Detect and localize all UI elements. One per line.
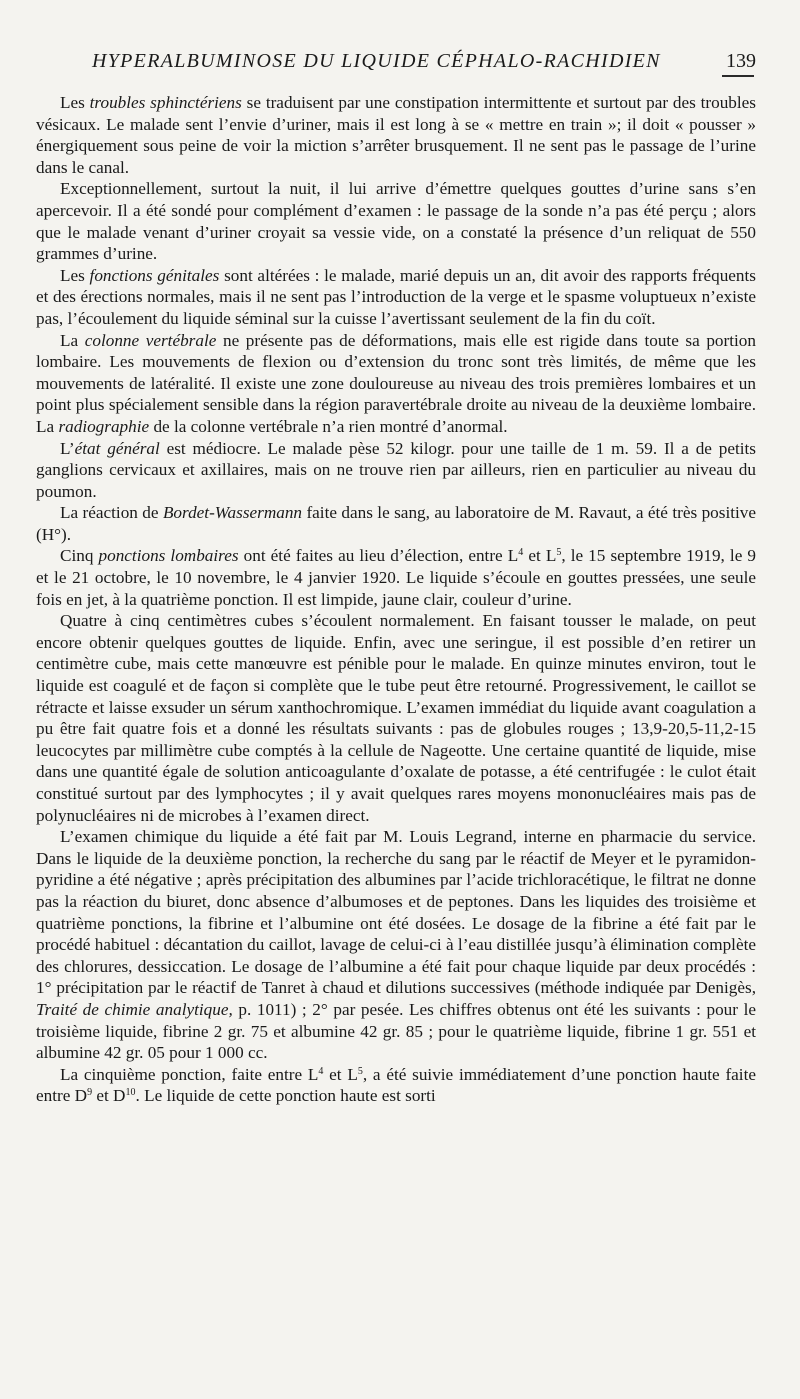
text-run: , a été suivie immédiatement d’une ponction haute faite entre D: [36, 1064, 756, 1106]
paragraph: [36, 610, 756, 826]
text-run: Les: [60, 265, 90, 285]
superscript: 4: [318, 1065, 324, 1077]
page-number-underline: [722, 75, 754, 77]
text-run: Les: [60, 93, 90, 112]
text-run: Exceptionnellement, surtout la nuit, il lui arrive d’émettre quelques gouttes d’urine sans s’en apercevoir. Il a été sondé pour complément d’examen : le passage de la sonde n’a pas été perçu ; alors que le malade venant d’uriner croyait sa vessie vide, on a constaté la présence d’un reliquat de 550 grammes d’urine.: [36, 179, 756, 264]
paragraph: [36, 826, 756, 1064]
text-run: . Le liquide de cette ponction haute est sorti: [135, 1086, 436, 1106]
italic-text: troubles sphinctériens: [89, 93, 242, 112]
paragraph: [36, 265, 756, 330]
superscript: 4: [518, 547, 524, 559]
italic-text: ponctions lombaires: [98, 546, 239, 566]
text-run: est médiocre. Le malade pèse 52 kilogr. pour une taille de 1 m. 59. Il a de petits ganglions cervicaux et axillaires, mais on ne trouve rien par ailleurs, rien en particulier au niveau du poumon.: [36, 438, 756, 501]
italic-text: Traité de chimie analytique,: [36, 999, 233, 1019]
paragraph: [36, 178, 756, 264]
text-run: sont altérées : le malade, marié depuis un an, dit avoir des rapports fréquents et des érections normales, mais il ne sent pas l’introduction de la verge et le spasme voluptueux n’existe pas, l’écoulement du liquide séminal sur la cuisse l’avertissant seulement de la fin du coït.: [36, 265, 756, 328]
paragraph: [36, 330, 756, 438]
paragraph: [36, 1064, 756, 1107]
text-run: ne présente pas de déformations, mais elle est rigide dans toute sa portion lombaire. Les mouvements de flexion ou d’extension du tronc sont très limités, de même que les mouvements de latéralité. Il existe une zone douloureuse au niveau des trois premières lombaires et un point plus spécialement sensible dans la région paravertébrale droite au niveau de la deuxième lombaire. La: [36, 330, 756, 436]
italic-text: Bordet-Wassermann: [162, 503, 303, 523]
italic-text: état général: [74, 438, 160, 458]
text-run: de la colonne vertébrale n’a rien montré d’anormal.: [149, 416, 508, 436]
page-number: 139: [726, 50, 756, 72]
text-run: ont été faites au lieu d’élection, entre L: [238, 546, 519, 566]
paragraph: [36, 92, 756, 178]
text-run: et D: [92, 1086, 126, 1106]
paragraph: [36, 502, 756, 545]
text-run: La réaction de: [60, 503, 163, 523]
body-text: [36, 92, 756, 1107]
text-run: Quatre à cinq centimètres cubes s’écoulent normalement. En faisant tousser le malade, on peut encore obtenir quelques gouttes de liquide. Enfin, avec une seringue, il est possible d’en retirer un centimètre cube, mais cette manœuvre est pénible pour le malade. En quinze minutes environ, tout le liquide est coagulé et de façon si complète que le tube peut être retourné. Progressivement, le caillot se rétracte et laisse exsuder un sérum xanthochromique. L’examen immédiat du liquide avant coagulation a pu être fait quatre fois et a donné les résultats suivants : pas de globules rouges ; 13,9-20,5-11,2-15 leucocytes par millimètre cube comptés à la cellule de Nageotte. Une certaine quantité de liquide, mise dans une quantité égale de solution anticoagulante d’oxalate de potasse, a été centrifugée : le culot était constitué surtout par des lymphocytes ; il y avait quelques rares moyens mononucléaires mais pas de polynucléaires ni de microbes à l’examen direct.: [36, 611, 756, 825]
text-run: et L: [523, 546, 557, 566]
text-run: L’examen chimique du liquide a été fait par M. Louis Legrand, interne en pharmacie du service. Dans le liquide de la deuxième ponction, la recherche du sang par le réactif de Meyer et le pyramidon-pyridine a été négative ; après précipitation des albumines par l’acide trichloracétique, le filtrat ne donne pas la réaction du biuret, donc absence d’albumoses et de peptones. Dans les liquides des troisième et quatrième ponctions, la fibrine et l’albumine ont été dosées. Le dosage de la fibrine a été fait par le procédé habituel : décantation du caillot, lavage de celui-ci à l’eau distillée jusqu’à élimination complète des chlorures, dessiccation. Le dosage de l’albumine a été fait pour chaque liquide par deux procédés : 1° précipitation par le réactif de Tanret à chaud et dilutions successives (méthode indiquée par Denigès,: [36, 827, 756, 998]
paragraph: [36, 545, 756, 610]
superscript: 5: [556, 547, 562, 559]
text-run: , le 15 septembre 1919, le 9 et le 21 octobre, le 10 novembre, le 4 janvier 1920. Le liquide s’écoule en gouttes pressées, une seule fois en jet, à la quatrième ponction. Il est limpide, jaune clair, couleur d’urine.: [36, 546, 756, 609]
text-run: L’: [60, 438, 75, 458]
superscript: 9: [87, 1087, 93, 1099]
italic-text: colonne vertébrale: [84, 330, 217, 350]
text-run: et L: [323, 1064, 358, 1084]
text-run: p. 1011) ; 2° par pesée. Les chiffres obtenus ont été les suivants : pour le troisième liquide, fibrine 2 gr. 75 et albumine 42 gr. 85 ; pour le quatrième liquide, fibrine 1 gr. 551 et albumine 42 gr. 05 pour 1 000 cc.: [36, 999, 756, 1063]
italic-text: radiographie: [58, 416, 150, 436]
text-run: La: [60, 330, 85, 350]
italic-text: fonctions génitales: [89, 265, 220, 285]
text-run: La cinquième ponction, faite entre L: [60, 1064, 319, 1084]
running-title: HYPERALBUMINOSE DU LIQUIDE CÉPHALO-RACHIDIEN: [92, 50, 661, 72]
superscript: 10: [125, 1087, 136, 1099]
superscript: 5: [357, 1065, 363, 1077]
paragraph: [36, 438, 756, 503]
text-run: faite dans le sang, au laboratoire de M. Ravaut, a été très positive (H°).: [36, 503, 756, 544]
text-run: Cinq: [60, 546, 99, 566]
text-run: se traduisent par une constipation intermittente et surtout par des troubles vésicaux. Le malade sent l’envie d’uriner, mais il est long à se « mettre en train »; il doit « pousser » énergiquement sous peine de voir la miction s’arrêter brusquement. Il ne sent pas le passage de l’urine dans le canal.: [36, 93, 756, 177]
